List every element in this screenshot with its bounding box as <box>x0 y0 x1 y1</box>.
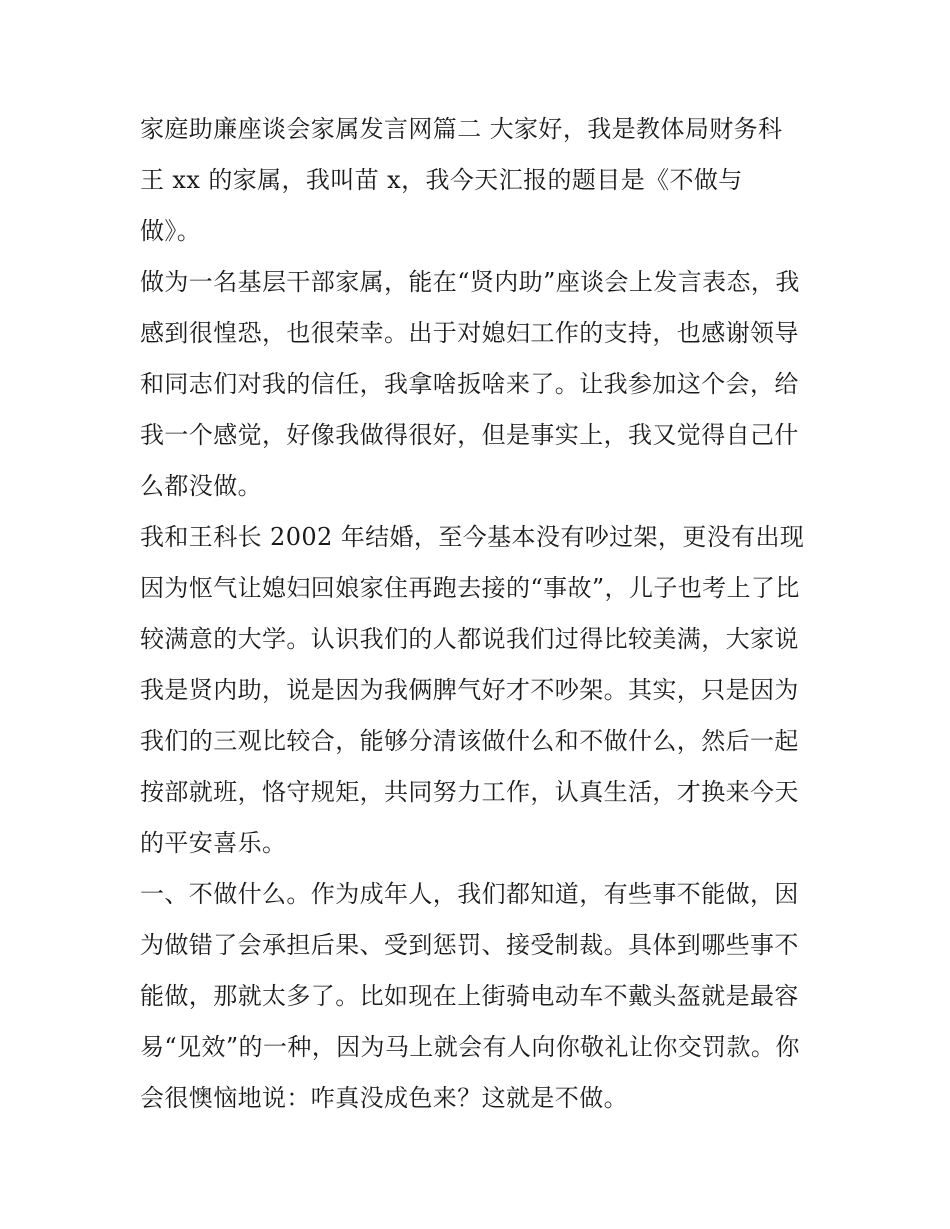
text-line: 家庭助廉座谈会家属发言网篇二 大家好，我是教体局财务科 <box>140 115 783 143</box>
document-body <box>140 104 812 1124</box>
text-line: 和同志们对我的信任，我拿啥扳啥来了。让我参加这个会，给 <box>140 370 799 398</box>
text-line: 易“见效”的一种，因为马上就会有人向你敬礼让你交罚款。你 <box>140 1033 800 1061</box>
text-line: 一、不做什么。作为成年人，我们都知道，有些事不能做，因 <box>140 880 799 908</box>
text-line: 感到很惶恐，也很荣幸。出于对媳妇工作的支持，也感谢领导 <box>140 319 799 347</box>
text-line: 的平安喜乐。 <box>140 829 287 857</box>
text-line: 王 xx 的家属，我叫苗 x，我今天汇报的题目是《不做与 <box>140 166 743 194</box>
text-line: 我们的三观比较合，能够分清该做什么和不做什么，然后一起 <box>140 727 799 755</box>
text-line: 我和王科长 2002 年结婚，至今基本没有吵过架，更没有出现 <box>140 523 805 551</box>
text-line: 么都没做。 <box>140 472 262 500</box>
text-line: 为做错了会承担后果、受到惩罚、接受制裁。具体到哪些事不 <box>140 931 799 959</box>
text-line: 因为怄气让媳妇回娘家住再跑去接的“事故”，儿子也考上了比 <box>140 574 800 602</box>
text-line: 较满意的大学。认识我们的人都说我们过得比较美满，大家说 <box>140 625 799 653</box>
text-line: 能做，那就太多了。比如现在上街骑电动车不戴头盔就是最容 <box>140 982 799 1010</box>
text-line: 我是贤内助，说是因为我俩脾气好才不吵架。其实，只是因为 <box>140 676 799 704</box>
text-line: 按部就班，恪守规矩，共同努力工作，认真生活，才换来今天 <box>140 778 799 806</box>
text-line: 做为一名基层干部家属，能在“贤内助”座谈会上发言表态，我 <box>140 268 800 296</box>
text-line: 我一个感觉，好像我做得很好，但是事实上，我又觉得自己什 <box>140 421 799 449</box>
text-line: 会很懊恼地说：咋真没成色来？这就是不做。 <box>140 1084 628 1112</box>
text-line: 做》。 <box>140 217 202 245</box>
